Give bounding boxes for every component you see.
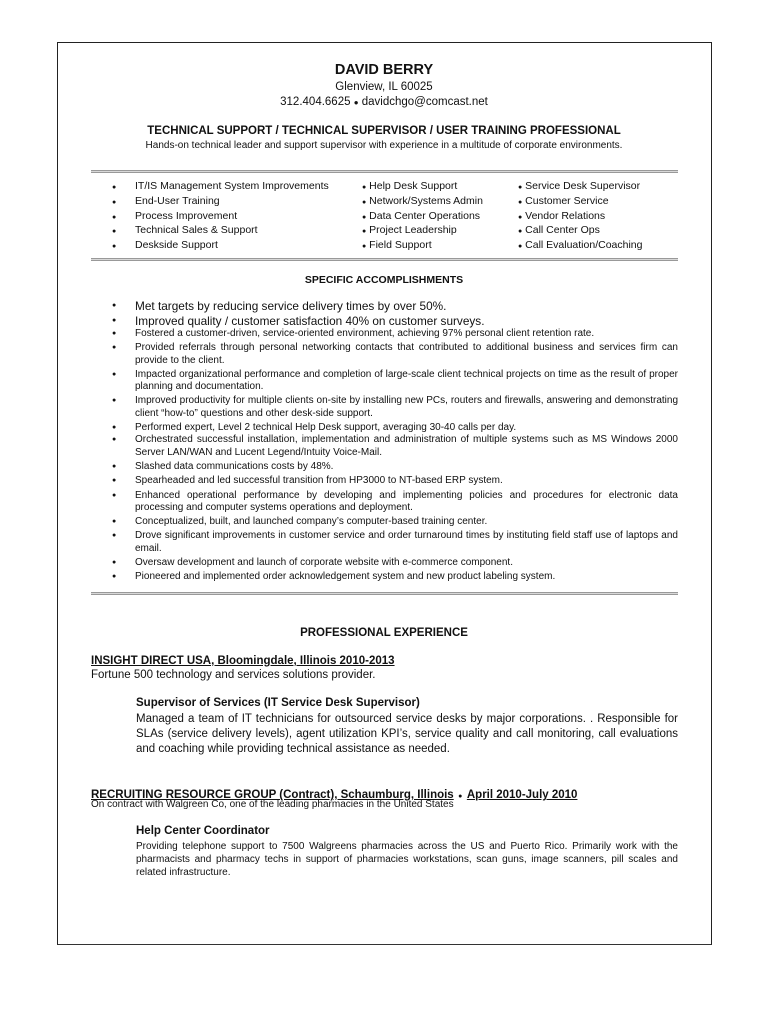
list-item: ● Drove significant improvements in customer service and order turnaround times by instituting field staff use of laptops and email. (112, 530, 678, 554)
skill-item: ● End-User Training (112, 195, 329, 210)
divider (91, 170, 678, 173)
list-item: ● Slashed data communications costs by 48%. (112, 460, 334, 472)
bullet-icon: ● (458, 793, 463, 800)
list-item: ● Orchestrated successful installation, implementation and administration of multiple systems such as MS Windows 2000 Server LAN/WAN and Lucent Legend/Intuity Voice-Mail. (112, 434, 678, 458)
divider (91, 258, 678, 261)
list-item: ● Improved productivity for multiple clients on-site by installing new PCs, routers and firewalls, answering and demonstrating client “how-to” questions and other desk-side support. (112, 395, 678, 419)
candidate-name: DAVID BERRY (334, 62, 434, 78)
list-item: ● Provided referrals through personal networking contacts that contributed to additional business and services firm can provide to the client. (112, 342, 678, 366)
skill-item: ● Customer Service (518, 194, 609, 207)
bullet-icon: ● (112, 477, 117, 485)
email-address: davidchgo@comcast.net (361, 96, 488, 108)
list-item: ● Improved quality / customer satisfaction 40% on customer surveys. (112, 313, 485, 328)
job2-details: Providing telephone support to 7500 Walgreens pharmacies across the US and Puerto Rico. Primarily work with the pharmacists and pharmacy techs in support of pharmacies workstations, scan guns, image scanners, pill scales and related infrastructure. (136, 841, 678, 878)
job2-dates: April 2010-July 2010 (466, 789, 578, 801)
bullet-icon: ● (362, 198, 367, 206)
bullet-icon: ● (112, 559, 117, 567)
list-item: ● Impacted organizational performance and completion of large-scale client technical projects on time as the result of proper planning and documentation. (112, 368, 678, 393)
skill-item: ● Data Center Operations (362, 209, 481, 222)
bullet-icon: ● (112, 491, 117, 499)
skill-item: ● Vendor Relations (518, 209, 606, 222)
skill-item: ● Call Evaluation/Coaching (518, 239, 643, 252)
job1-details: Managed a team of IT technicians for outsourced service desks by major corporations. . Responsible for SLAs (service delivery levels), agent utilization KPI’s, service quality and call monitoring, call evaluations and coaching while providing technical assistance as needed. (136, 713, 678, 756)
skill-item: ● Deskside Support (112, 239, 329, 254)
bullet-icon: ● (362, 213, 367, 221)
job1-description: Fortune 500 technology and services solutions provider. (91, 669, 376, 681)
bullet-icon: ● (112, 573, 117, 581)
job2-role: Help Center Coordinator (136, 825, 270, 837)
bullet-icon: ● (112, 344, 117, 352)
bullet-icon: ● (518, 198, 523, 206)
bullet-icon: ● (112, 462, 117, 470)
bullet-icon: ● (112, 518, 117, 526)
job2-description: On contract with Walgreen Co, one of the leading pharmacies in the United States (91, 799, 454, 810)
bullet-icon: ● (518, 243, 523, 251)
skill-item: ● Help Desk Support (362, 180, 458, 192)
skill-item: ● Network/Systems Admin (362, 194, 483, 207)
skills-column-1 (112, 180, 329, 254)
professional-headline: TECHNICAL SUPPORT / TECHNICAL SUPERVISOR / USER TRAINING PROFESSIONAL (147, 125, 621, 137)
contact-line (0, 96, 768, 108)
job1-company: INSIGHT DIRECT USA, Bloomingdale, Illinois 2010-2013 (91, 655, 395, 667)
skill-item: ● Process Improvement (112, 210, 329, 225)
skill-item: ● Call Center Ops (518, 224, 600, 237)
bullet-icon: ● (362, 243, 367, 251)
skill-item: ● Field Support (362, 239, 432, 252)
candidate-location: Glenview, IL 60025 (335, 81, 433, 93)
experience-title: PROFESSIONAL EXPERIENCE (300, 627, 468, 639)
bullet-icon: ● (112, 184, 117, 191)
skill-item: ● Technical Sales & Support (112, 224, 329, 239)
accomplishments-list (112, 299, 678, 584)
bullet-icon: ● (112, 436, 117, 444)
list-item: ● Conceptualized, built, and launched company’s computer-based training center. (112, 516, 488, 528)
contact-separator-icon: ● (353, 98, 359, 107)
bullet-icon: ● (112, 316, 117, 324)
list-item: ● Oversaw development and launch of corporate website with e-commerce component. (112, 557, 513, 569)
skill-item: ● IT/IS Management System Improvements (112, 180, 329, 195)
list-item: ● Spearheaded and led successful transition from HP3000 to NT-based ERP system. (112, 475, 503, 487)
list-item: ● Performed expert, Level 2 technical Help Desk support, averaging 30-40 calls per day. (112, 422, 517, 434)
job1-role: Supervisor of Services (IT Service Desk Supervisor) (136, 697, 420, 709)
bullet-icon: ● (112, 370, 117, 378)
bullet-icon: ● (112, 228, 117, 236)
bullet-icon: ● (518, 228, 523, 236)
skills-column-3 (518, 180, 642, 254)
list-item: ● Met targets by reducing service delivery times by over 50%. (112, 299, 447, 313)
accomplishments-title: SPECIFIC ACCOMPLISHMENTS (304, 274, 464, 286)
profile-summary: Hands-on technical leader and support supervisor with experience in a multitude of corporate environments. (145, 140, 623, 151)
list-item: ● Pioneered and implemented order acknowledgement system and new product labeling system. (112, 571, 556, 583)
bullet-icon: ● (112, 397, 117, 405)
bullet-icon: ● (112, 213, 117, 221)
skill-item: ● Project Leadership (362, 224, 457, 237)
bullet-icon: ● (112, 198, 117, 206)
bullet-icon: ● (362, 184, 367, 191)
skill-item: ● Service Desk Supervisor (518, 180, 641, 192)
bullet-icon: ● (362, 228, 367, 236)
bullet-icon: ● (518, 184, 523, 191)
bullet-icon: ● (112, 424, 117, 432)
bullet-icon: ● (112, 532, 117, 540)
skills-column-2 (362, 180, 483, 254)
bullet-icon: ● (112, 302, 117, 309)
job2-company: RECRUITING RESOURCE GROUP (Contract), Schaumburg, Illinois (91, 789, 454, 801)
bullet-icon: ● (518, 213, 523, 221)
list-item: ● Fostered a customer-driven, service-oriented environment, achieving 97% personal client retention rate. (112, 328, 595, 339)
bullet-icon: ● (112, 243, 117, 251)
phone-number: 312.404.6625 (280, 96, 351, 108)
bullet-icon: ● (112, 330, 117, 337)
list-item: ● Enhanced operational performance by developing and implementing policies and procedures for electronic data processing and computer systems operations and deployment. (112, 489, 678, 513)
divider (91, 592, 678, 595)
